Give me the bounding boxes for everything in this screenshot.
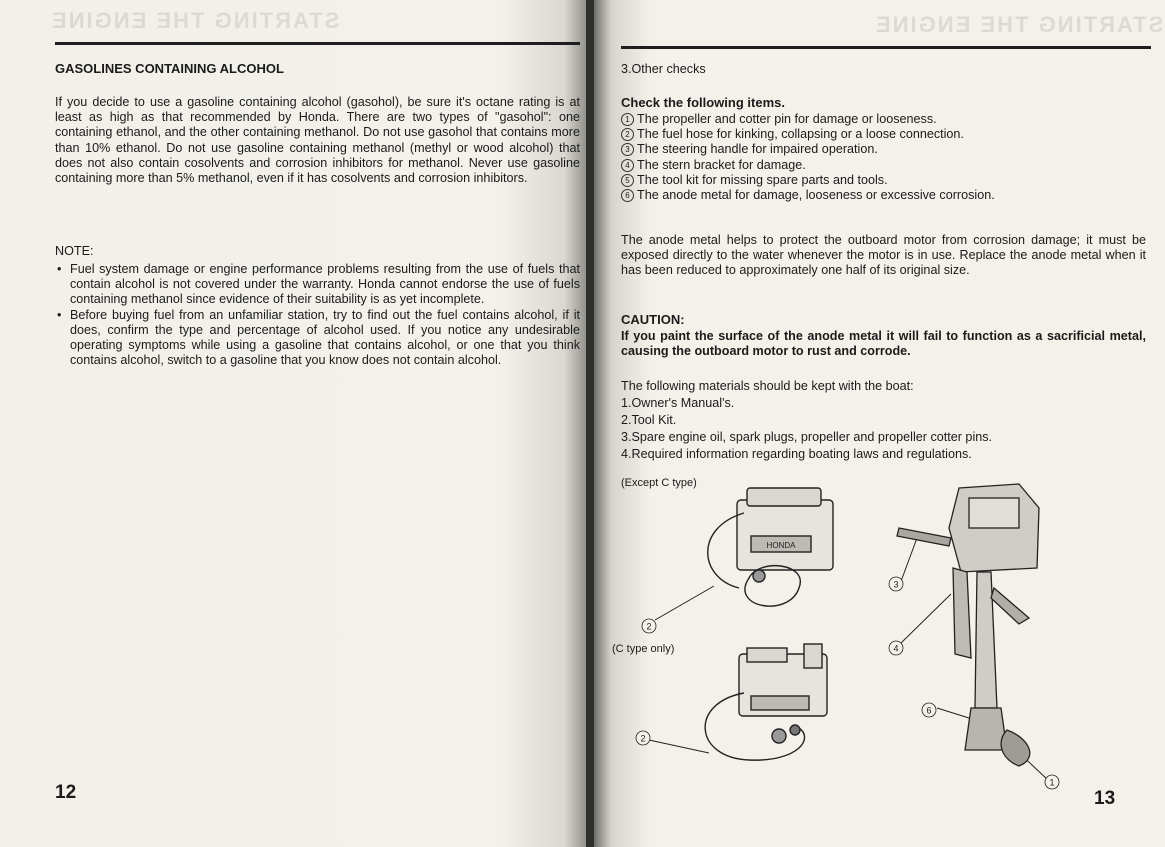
svg-text:2: 2 bbox=[646, 621, 652, 632]
bullet-icon: • bbox=[57, 262, 62, 276]
check-text: The steering handle for impaired operation. bbox=[637, 142, 878, 157]
page-number-13: 13 bbox=[1094, 788, 1116, 809]
fuel-tank-icon bbox=[708, 488, 833, 606]
callout-number-icon: 5 bbox=[621, 174, 634, 187]
callout-number-icon: 4 bbox=[621, 159, 634, 172]
svg-text:6: 6 bbox=[926, 705, 932, 716]
check-text: The fuel hose for kinking, collapsing or a loose connection. bbox=[637, 127, 964, 142]
check-text: The stern bracket for damage. bbox=[637, 157, 806, 172]
caution-text: If you paint the surface of the anode metal it will fail to function as a sacrificial metal, causing the outboard motor to rust and corrode. bbox=[621, 329, 1146, 359]
anode-paragraph: The anode metal helps to protect the outboard motor from corrosion damage; it must be exposed directly to the water whenever the motor is in use. Replace the anode metal when it has been reduced to approximately one half of its original size. bbox=[621, 233, 1146, 278]
callout-number-icon: 2 bbox=[621, 128, 634, 141]
note-text: Fuel system damage or engine performance problems resulting from the use of fuels that contain alcohol is not covered under the warranty. Honda cannot endorse the use of fuels containing methanol since evidence of their suitability is as yet incomplete. bbox=[70, 262, 580, 307]
svg-text:4: 4 bbox=[893, 643, 899, 654]
svg-text:3: 3 bbox=[893, 579, 899, 590]
materials-intro: The following materials should be kept with the boat: bbox=[621, 379, 914, 393]
check-item bbox=[621, 188, 1141, 203]
callout-number-icon: 3 bbox=[621, 143, 634, 156]
section-title: GASOLINES CONTAINING ALCOHOL bbox=[55, 61, 284, 76]
check-item bbox=[621, 112, 1141, 127]
right-page bbox=[594, 0, 1165, 847]
gasohol-intro-paragraph: If you decide to use a gasoline containing alcohol (gasohol), be sure it's octane rating is at least as high as that recommended by Honda. There are two types of "gasohol": one containing ethanol, and the other containing methanol. Do not use gasohol that contains more than 10% ethanol. Do not use gasoline containing methanol (methyl or wood alcohol) that does not also contain cosolvents and corrosion inhibitors for methanol. Never use gasoline containing more than 5% methanol, even if it has cosolvents and corrosion inhibitors. bbox=[55, 95, 580, 186]
check-item bbox=[621, 142, 1141, 157]
fuel-tank-c-icon bbox=[705, 644, 827, 760]
note-item bbox=[55, 308, 580, 369]
materials-item: 1.Owner's Manual's. bbox=[621, 396, 735, 410]
callout-number-icon: 6 bbox=[621, 189, 634, 202]
header-rule bbox=[621, 46, 1151, 49]
outboard-motor-illustration bbox=[599, 468, 1159, 808]
note-text: Before buying fuel from an unfamiliar station, try to find out the fuel contains alcohol, if it does, confirm the type and percentage of alcohol used. If you notice any undesirable operating symptoms while using a gasoline that contains alcohol, or one that you think contains alcohol, switch to a gasoline that you know does not contain alcohol. bbox=[70, 307, 580, 368]
svg-text:2: 2 bbox=[640, 733, 646, 744]
note-item bbox=[55, 262, 580, 308]
check-heading: Check the following items. bbox=[621, 95, 785, 110]
check-text: The anode metal for damage, looseness or excessive corrosion. bbox=[637, 188, 995, 203]
bleed-through-text: STARTING THE ENGINE bbox=[874, 12, 1164, 37]
header-rule bbox=[55, 42, 580, 45]
bleed-through-text: STARTING THE ENGINE bbox=[50, 8, 340, 33]
section-title: 3.Other checks bbox=[621, 62, 706, 76]
check-text: The propeller and cotter pin for damage or looseness. bbox=[637, 112, 937, 126]
bullet-icon: • bbox=[57, 307, 62, 322]
outboard-motor-icon bbox=[897, 484, 1039, 766]
materials-item: 4.Required information regarding boating laws and regulations. bbox=[621, 447, 972, 461]
note-list bbox=[55, 262, 580, 368]
check-item bbox=[621, 127, 1141, 142]
materials-item: 3.Spare engine oil, spark plugs, propeller and propeller cotter pins. bbox=[621, 430, 993, 444]
caution-label: CAUTION: bbox=[621, 312, 685, 327]
check-item bbox=[621, 158, 1141, 173]
check-text: The tool kit for missing spare parts and tools. bbox=[637, 172, 888, 187]
note-label: NOTE: bbox=[55, 244, 94, 258]
tank-brand-text: HONDA bbox=[766, 541, 796, 550]
figure-label-except-c: (Except C type) bbox=[621, 477, 697, 489]
check-item bbox=[621, 173, 1141, 188]
page-number-12: 12 bbox=[55, 782, 77, 803]
materials-item: 2.Tool Kit. bbox=[621, 413, 677, 427]
svg-text:1: 1 bbox=[1049, 777, 1055, 788]
figure-label-c-only: (C type only) bbox=[612, 643, 675, 655]
callout-number-icon: 1 bbox=[621, 113, 634, 126]
check-list bbox=[621, 112, 1141, 203]
